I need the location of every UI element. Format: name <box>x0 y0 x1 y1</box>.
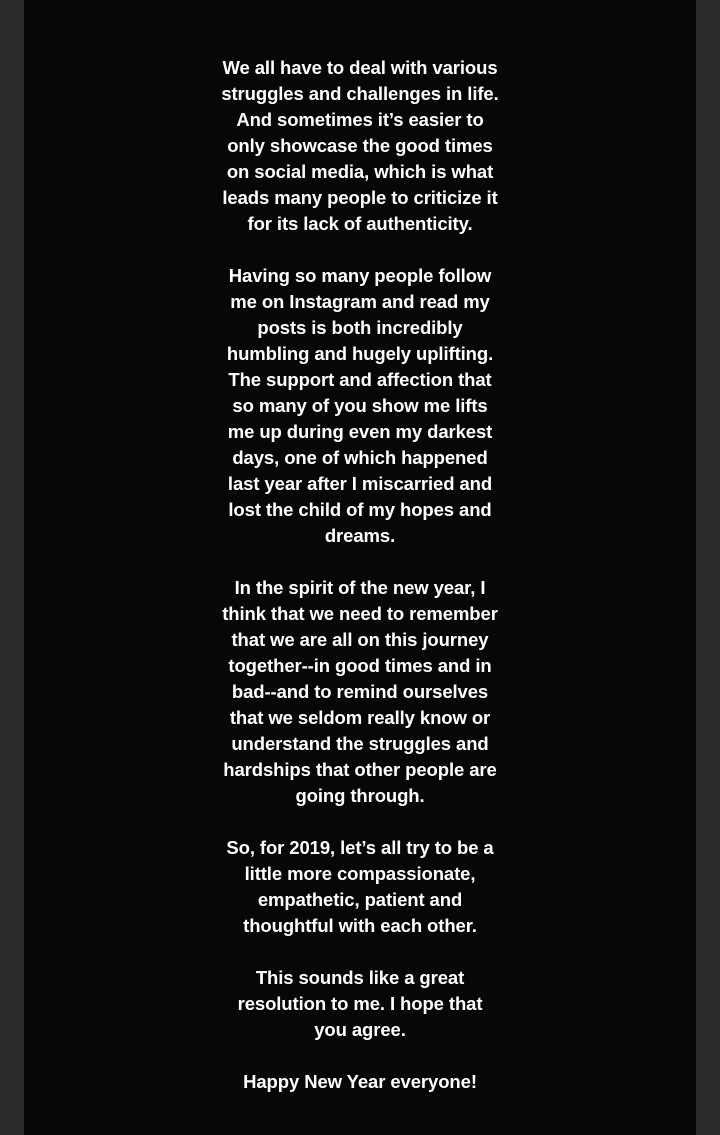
text-line: resolution to me. I hope that <box>237 993 483 1014</box>
text-line: So, for 2019, let’s all try to be a <box>226 837 494 858</box>
text-line: for its lack of authenticity. <box>247 213 473 234</box>
text-line: struggles and challenges in life. <box>221 83 499 104</box>
text-line: Happy New Year everyone! <box>243 1071 477 1092</box>
text-line: humbling and hugely uplifting. <box>226 343 494 364</box>
text-line: only showcase the good times <box>227 135 493 156</box>
text-line: me on Instagram and read my <box>230 291 490 312</box>
text-line: In the spirit of the new year, I <box>234 577 486 598</box>
text-line: empathetic, patient and <box>257 889 463 910</box>
text-line: understand the struggles and <box>231 733 489 754</box>
text-line: going through. <box>295 785 425 806</box>
text-line: thoughtful with each other. <box>243 915 477 936</box>
text-line: together--in good times and in <box>228 655 492 676</box>
text-line: Having so many people follow <box>228 265 492 286</box>
text-line: think that we need to remember <box>222 603 498 624</box>
text-line: that we are all on this journey <box>231 629 489 650</box>
text-line: We all have to deal with various <box>222 57 498 78</box>
text-line: leads many people to criticize it <box>222 187 498 208</box>
text-line: that we seldom really know or <box>229 707 491 728</box>
text-line: posts is both incredibly <box>257 317 463 338</box>
paragraph-1 <box>24 55 696 237</box>
text-line: lost the child of my hopes and <box>228 499 492 520</box>
text-line: little more compassionate, <box>244 863 476 884</box>
story-card[interactable] <box>24 0 696 1135</box>
text-line: The support and affection that <box>228 369 492 390</box>
paragraph-4 <box>24 835 696 939</box>
text-line: so many of you show me lifts <box>232 395 488 416</box>
text-line: on social media, which is what <box>226 161 494 182</box>
text-line: me up during even my darkest <box>227 421 493 442</box>
text-line: days, one of which happened <box>232 447 488 468</box>
text-line: last year after I miscarried and <box>227 473 493 494</box>
text-line: dreams. <box>324 525 396 546</box>
paragraph-6 <box>24 1069 696 1095</box>
paragraph-2 <box>24 263 696 549</box>
text-line: hardships that other people are <box>223 759 497 780</box>
story-text <box>24 55 696 1121</box>
paragraph-5 <box>24 965 696 1043</box>
text-line: you agree. <box>314 1019 406 1040</box>
text-line: This sounds like a great <box>255 967 465 988</box>
text-line: bad--and to remind ourselves <box>231 681 489 702</box>
paragraph-3 <box>24 575 696 809</box>
text-line: And sometimes it’s easier to <box>236 109 484 130</box>
